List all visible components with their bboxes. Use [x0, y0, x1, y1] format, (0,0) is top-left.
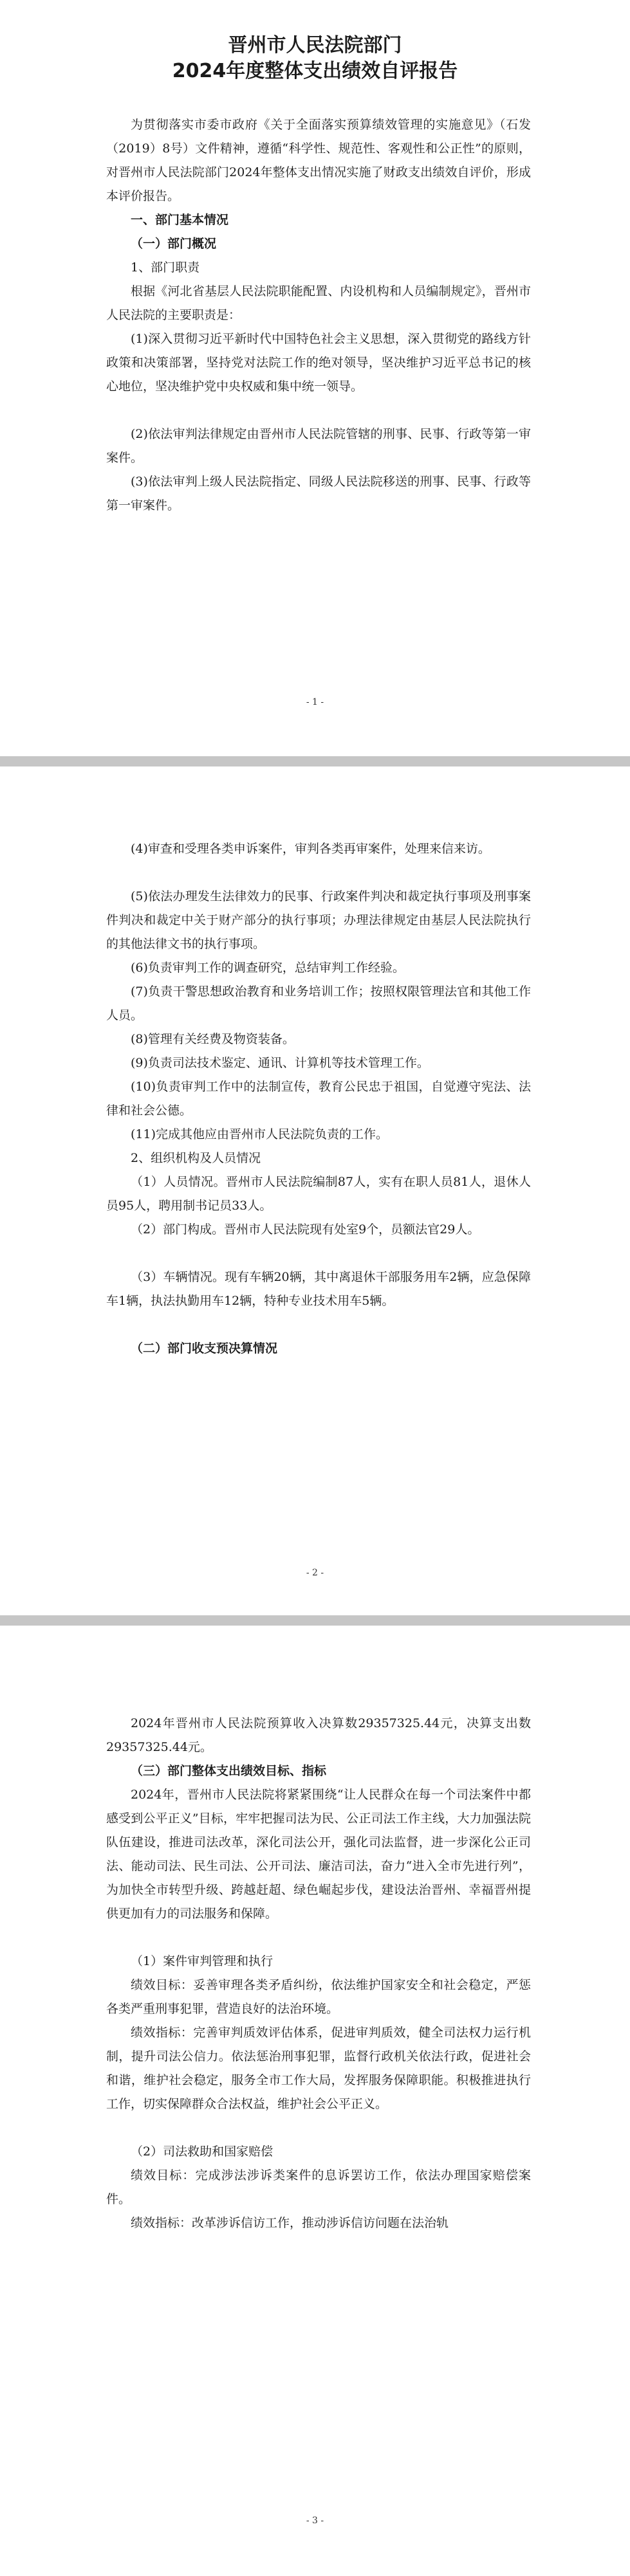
duty-item-1: (1)深入贯彻习近平新时代中国特色社会主义思想，深入贯彻党的路线方针政策和决策部署，坚持党对法院工作的绝对领导，坚决维护习近平总书记的核心地位，坚决维护党中央权威和集中统一领导。 — [106, 332, 531, 394]
budget-summary: 2024年晋州市人民法院预算收入决算数29357325.44元，决算支出数29357325.44元。 — [106, 1716, 531, 1754]
section-heading-1: 一、部门基本情况 — [131, 213, 229, 227]
duty-item-4: (4)审查和受理各类申诉案件，审判各类再审案件，处理来信来访。 — [131, 842, 490, 856]
page-number: - 1 - — [306, 697, 324, 707]
target-heading-2: （2）司法救助和国家赔偿 — [131, 2145, 273, 2159]
item-heading-organization: 2、组织机构及人员情况 — [131, 1151, 261, 1165]
staffing-vehicles: （3）车辆情况。现有车辆20辆，其中离退休干部服务用车2辆，应急保障车1辆，执法执勤用车12辆，特种专业技术用车5辆。 — [106, 1270, 531, 1308]
page-number: - 3 - — [306, 2516, 324, 2526]
page-3 — [0, 1626, 630, 2576]
target-2-indicator: 绩效指标：改革涉诉信访工作，推动涉诉信访问题在法治轨 — [131, 2216, 449, 2230]
duty-item-5: (5)依法办理发生法律效力的民事、行政案件判决和裁定执行事项及刑事案件判决和裁定中关于财产部分的执行事项；办理法律规定由基层人民法院执行的其他法律文书的执行事项。 — [106, 889, 531, 951]
duty-item-7: (7)负责干警思想政治教育和业务培训工作；按照权限管理法官和其他工作人员。 — [106, 984, 531, 1022]
item-heading-duties: 1、部门职责 — [131, 260, 200, 275]
duty-item-6: (6)负责审判工作的调查研究，总结审判工作经验。 — [131, 961, 405, 975]
target-heading-1: （1）案件审判管理和执行 — [131, 1954, 273, 1968]
page-number: - 2 - — [306, 1568, 324, 1578]
duty-item-9: (9)负责司法技术鉴定、通讯、计算机等技术管理工作。 — [131, 1056, 429, 1070]
subsection-heading-1: （一）部门概况 — [131, 237, 217, 251]
target-1-goal: 绩效目标：妥善审理各类矛盾纠纷，依法维护国家安全和社会稳定，严惩各类严重刑事犯罪，营造良好的法治环境。 — [106, 1978, 531, 2016]
target-1-indicator: 绩效指标：完善审判质效评估体系，促进审判质效，健全司法权力运行机制，提升司法公信力。依法惩治刑事犯罪，监督行政机关依法行政，促进社会和谐，维护社会稳定，服务全市工作大局，发挥服务保障职能。积极推进执行工作，切实保障群众合法权益，维护社会公平正义。 — [106, 2026, 531, 2111]
intro-paragraph: 为贯彻落实市委市政府《关于全面落实预算绩效管理的实施意见》（石发（2019）8号）文件精神，遵循“科学性、规范性、客观性和公正性”的原则，对晋州市人民法院部门2024年整体支出情况实施了财政支出绩效自评价，形成本评价报告。 — [106, 118, 531, 203]
target-2-goal: 绩效目标：完成涉法涉诉类案件的息诉罢访工作，依法办理国家赔偿案件。 — [106, 2168, 531, 2206]
performance-overview: 2024年，晋州市人民法院将紧紧围绕“让人民群众在每一个司法案件中都感受到公平正义”目标，牢牢把握司法为民、公正司法工作主线，大力加强法院队伍建设，推进司法改革，深化司法公开，强化司法监督，进一步深化公正司法、能动司法、民生司法、公开司法、廉洁司法，奋力“进入全市先进行列”，为加快全市转型升级、跨越赶超、绿色崛起步伐，建设法治晋州、幸福晋州提供更加有力的司法服务和保障。 — [106, 1788, 531, 1921]
document-title-line-2: 2024年度整体支出绩效自评报告 — [172, 60, 458, 82]
duty-item-11: (11)完成其他应由晋州市人民法院负责的工作。 — [131, 1127, 389, 1141]
page-2 — [0, 766, 630, 1615]
duty-item-3: (3)依法审判上级人民法院指定、同级人民法院移送的刑事、民事、行政等第一审案件。 — [106, 475, 531, 512]
duty-item-2: (2)依法审判法律规定由晋州市人民法院管辖的刑事、民事、行政等第一审案件。 — [106, 427, 531, 465]
subsection-heading-3: （三）部门整体支出绩效目标、指标 — [131, 1764, 327, 1778]
staffing-personnel: （1）人员情况。晋州市人民法院编制87人，实有在职人员81人，退休人员95人，聘用制书记员33人。 — [106, 1175, 531, 1213]
page-1 — [0, 0, 630, 756]
staffing-departments: （2）部门构成。晋州市人民法院现有处室9个，员额法官29人。 — [131, 1222, 480, 1237]
duty-intro: 根据《河北省基层人民法院职能配置、内设机构和人员编制规定》，晋州市人民法院的主要职责是： — [106, 284, 531, 322]
document-title-line-1: 晋州市人民法院部门 — [228, 34, 402, 57]
subsection-heading-2: （二）部门收支预决算情况 — [131, 1341, 278, 1356]
duty-item-10: (10)负责审判工作中的法制宣传，教育公民忠于祖国，自觉遵守宪法、法律和社会公德。 — [106, 1080, 531, 1118]
duty-item-8: (8)管理有关经费及物资装备。 — [131, 1032, 295, 1046]
